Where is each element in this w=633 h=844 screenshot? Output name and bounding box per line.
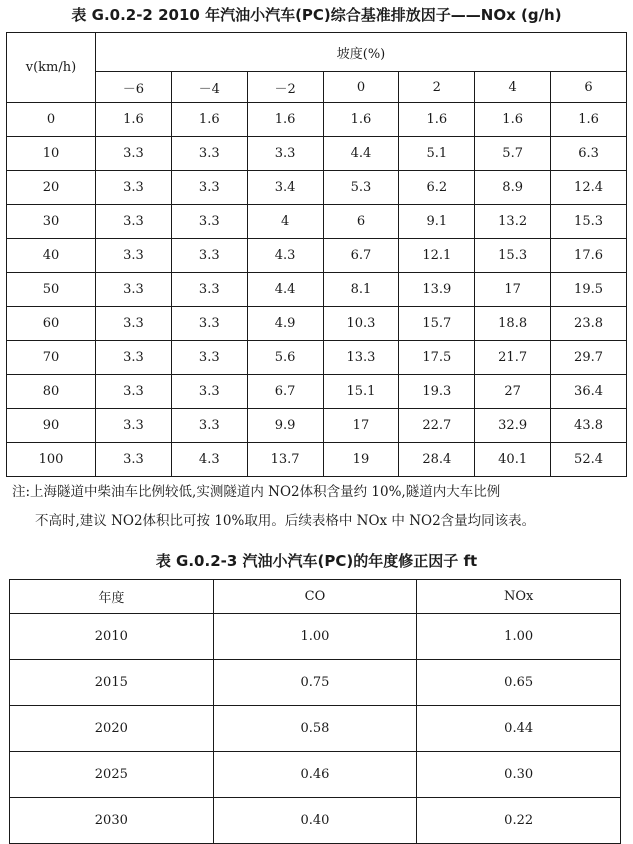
annual-correction-table: [9, 579, 621, 844]
value-cell: 0.44: [417, 706, 621, 752]
value-cell: 9.1: [399, 205, 475, 239]
value-cell: 0.22: [417, 798, 621, 844]
value-cell: 4.4: [247, 273, 323, 307]
value-cell: 3.3: [96, 137, 172, 171]
value-cell: 4.9: [247, 307, 323, 341]
value-cell: 12.4: [551, 171, 627, 205]
table-row: [7, 239, 627, 273]
table-row: [10, 660, 621, 706]
value-cell: 3.3: [96, 273, 172, 307]
table-note-line1: 注:上海隧道中柴油车比例较低,实测隧道内 NO2体积含量约 10%,隧道内大车比例: [12, 484, 501, 500]
value-cell: 0.40: [213, 798, 417, 844]
value-cell: 12.1: [399, 239, 475, 273]
value-cell: 19.5: [551, 273, 627, 307]
speed-cell: 0: [7, 103, 96, 137]
value-cell: 1.6: [323, 103, 399, 137]
value-cell: 3.3: [96, 375, 172, 409]
value-cell: 40.1: [475, 443, 551, 477]
value-cell: 3.3: [171, 239, 247, 273]
value-cell: 21.7: [475, 341, 551, 375]
slope-header: 4: [475, 72, 551, 103]
value-cell: 3.3: [171, 375, 247, 409]
speed-cell: 60: [7, 307, 96, 341]
value-cell: 3.3: [247, 137, 323, 171]
value-cell: 3.3: [171, 137, 247, 171]
value-cell: 1.6: [475, 103, 551, 137]
value-cell: 8.9: [475, 171, 551, 205]
value-cell: 32.9: [475, 409, 551, 443]
value-cell: 13.2: [475, 205, 551, 239]
value-cell: 3.3: [96, 239, 172, 273]
table1-title: 表 G.0.2-2 2010 年汽油小汽车(PC)综合基准排放因子——NOx (g/h): [71, 6, 562, 24]
value-cell: 17.6: [551, 239, 627, 273]
column-header: 年度: [10, 580, 214, 614]
value-cell: 1.6: [96, 103, 172, 137]
table-row: [7, 103, 627, 137]
value-cell: 6: [323, 205, 399, 239]
value-cell: 15.3: [475, 239, 551, 273]
value-cell: 17: [323, 409, 399, 443]
value-cell: 3.3: [171, 205, 247, 239]
value-cell: 0.30: [417, 752, 621, 798]
slope-header: 2: [399, 72, 475, 103]
value-cell: 15.1: [323, 375, 399, 409]
value-cell: 27: [475, 375, 551, 409]
value-cell: 5.1: [399, 137, 475, 171]
slope-header: －6: [96, 72, 172, 103]
value-cell: 1.6: [551, 103, 627, 137]
value-cell: 19.3: [399, 375, 475, 409]
column-group-slope: 坡度(%): [96, 33, 627, 72]
value-cell: 23.8: [551, 307, 627, 341]
year-cell: 2015: [10, 660, 214, 706]
year-cell: 2010: [10, 614, 214, 660]
value-cell: 1.00: [417, 614, 621, 660]
value-cell: 28.4: [399, 443, 475, 477]
value-cell: 3.3: [171, 273, 247, 307]
slope-header: 6: [551, 72, 627, 103]
value-cell: 1.6: [399, 103, 475, 137]
value-cell: 29.7: [551, 341, 627, 375]
value-cell: 15.7: [399, 307, 475, 341]
value-cell: 3.4: [247, 171, 323, 205]
table-note-line2: 不高时,建议 NO2体积比可按 10%取用。后续表格中 NOx 中 NO2含量均同该表。: [35, 513, 536, 529]
value-cell: 3.3: [96, 205, 172, 239]
value-cell: 0.58: [213, 706, 417, 752]
speed-cell: 50: [7, 273, 96, 307]
column-header: NOx: [417, 580, 621, 614]
value-cell: 3.3: [171, 171, 247, 205]
value-cell: 0.75: [213, 660, 417, 706]
table-row: [7, 341, 627, 375]
value-cell: 6.7: [247, 375, 323, 409]
value-cell: 18.8: [475, 307, 551, 341]
value-cell: 0.65: [417, 660, 621, 706]
value-cell: 22.7: [399, 409, 475, 443]
table-row: [10, 614, 621, 660]
table-row: [10, 798, 621, 844]
year-cell: 2020: [10, 706, 214, 752]
value-cell: 3.3: [171, 307, 247, 341]
speed-cell: 70: [7, 341, 96, 375]
value-cell: 3.3: [96, 409, 172, 443]
value-cell: 4.4: [323, 137, 399, 171]
value-cell: 5.7: [475, 137, 551, 171]
value-cell: 4.3: [171, 443, 247, 477]
table-row: [7, 375, 627, 409]
value-cell: 4.3: [247, 239, 323, 273]
slope-header: －2: [247, 72, 323, 103]
value-cell: 43.8: [551, 409, 627, 443]
emission-factor-table: [6, 32, 627, 477]
speed-cell: 80: [7, 375, 96, 409]
value-cell: 6.7: [323, 239, 399, 273]
value-cell: 52.4: [551, 443, 627, 477]
table-row: [10, 752, 621, 798]
value-cell: 4: [247, 205, 323, 239]
speed-cell: 100: [7, 443, 96, 477]
value-cell: 0.46: [213, 752, 417, 798]
value-cell: 6.2: [399, 171, 475, 205]
value-cell: 3.3: [96, 307, 172, 341]
value-cell: 15.3: [551, 205, 627, 239]
value-cell: 3.3: [96, 341, 172, 375]
table-row: [7, 307, 627, 341]
value-cell: 8.1: [323, 273, 399, 307]
table-row: [7, 409, 627, 443]
speed-cell: 40: [7, 239, 96, 273]
column-header: CO: [213, 580, 417, 614]
table-row: [10, 706, 621, 752]
value-cell: 5.6: [247, 341, 323, 375]
value-cell: 10.3: [323, 307, 399, 341]
speed-cell: 20: [7, 171, 96, 205]
value-cell: 17: [475, 273, 551, 307]
value-cell: 13.9: [399, 273, 475, 307]
year-cell: 2030: [10, 798, 214, 844]
value-cell: 1.6: [171, 103, 247, 137]
speed-cell: 30: [7, 205, 96, 239]
value-cell: 5.3: [323, 171, 399, 205]
value-cell: 13.7: [247, 443, 323, 477]
table-row: [7, 205, 627, 239]
speed-cell: 90: [7, 409, 96, 443]
row-header-speed: v(km/h): [7, 33, 96, 103]
value-cell: 3.3: [96, 171, 172, 205]
value-cell: 3.3: [96, 443, 172, 477]
table-row: [7, 443, 627, 477]
value-cell: 3.3: [171, 409, 247, 443]
value-cell: 19: [323, 443, 399, 477]
value-cell: 1.6: [247, 103, 323, 137]
value-cell: 36.4: [551, 375, 627, 409]
value-cell: 6.3: [551, 137, 627, 171]
slope-header: －4: [171, 72, 247, 103]
value-cell: 13.3: [323, 341, 399, 375]
table-row: [7, 171, 627, 205]
value-cell: 1.00: [213, 614, 417, 660]
slope-header: 0: [323, 72, 399, 103]
table2-title: 表 G.0.2-3 汽油小汽车(PC)的年度修正因子 ft: [155, 552, 478, 570]
table-row: [7, 273, 627, 307]
value-cell: 3.3: [171, 341, 247, 375]
year-cell: 2025: [10, 752, 214, 798]
value-cell: 9.9: [247, 409, 323, 443]
table-row: [7, 137, 627, 171]
speed-cell: 10: [7, 137, 96, 171]
value-cell: 17.5: [399, 341, 475, 375]
